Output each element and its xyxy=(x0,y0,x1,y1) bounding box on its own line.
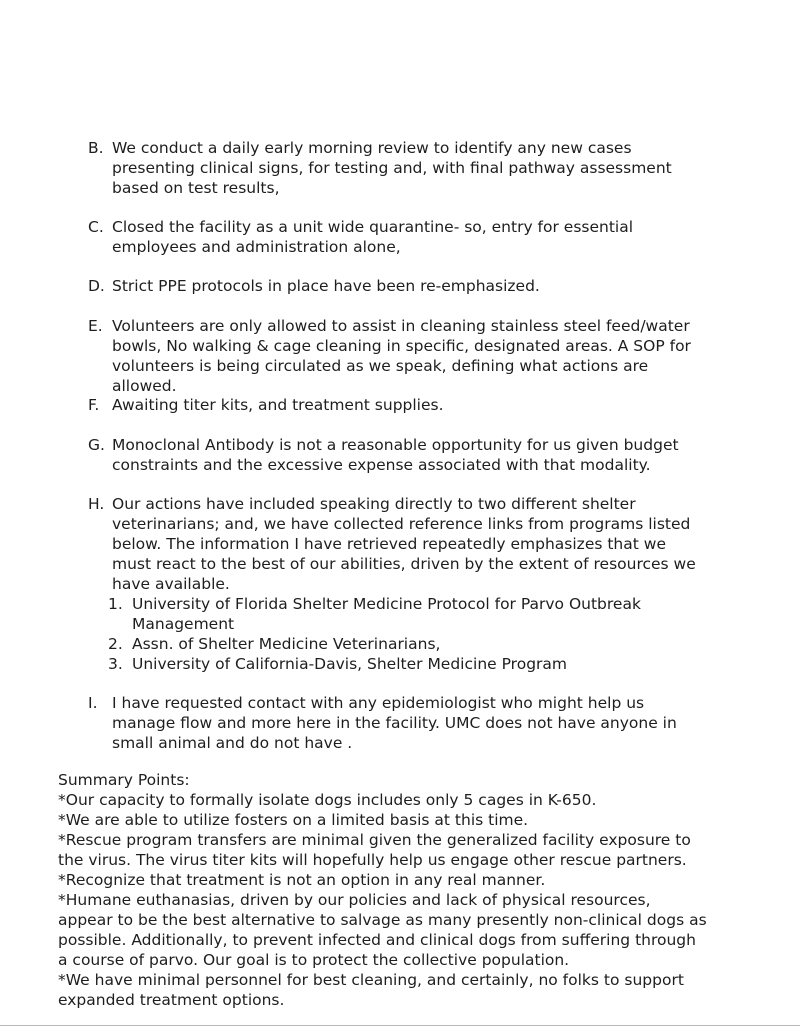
reference-number: 3. xyxy=(108,655,123,673)
item-text: Closed the facility as a unit wide quarantine- so, entry for essential employees and administration alone, xyxy=(112,218,634,256)
list-item-h xyxy=(88,494,698,594)
reference-text: Assn. of Shelter Medicine Veterinarians, xyxy=(132,635,441,653)
summary-section xyxy=(58,770,708,1010)
item-letter: E. xyxy=(88,317,103,335)
item-text: Strict PPE protocols in place have been re-emphasized. xyxy=(112,277,540,295)
reference-number: 1. xyxy=(108,595,123,613)
list-item-c xyxy=(88,217,698,257)
summary-point: *Humane euthanasias, driven by our policies and lack of physical resources, appear to be the best alternative to salvage as many presently non-clinical dogs as possible. Additionally, to prevent infected and clinical dogs from suffering through a course of parvo. Our goal is to protect the collective population. xyxy=(58,891,707,969)
item-text: We conduct a daily early morning review to identify any new cases presenting clinical signs, for testing and, with final pathway assessment based on test results, xyxy=(112,139,672,197)
item-letter: H. xyxy=(88,495,105,513)
summary-point: *Rescue program transfers are minimal given the generalized facility exposure to the virus. The virus titer kits will hopefully help us engage other rescue partners. xyxy=(58,831,691,869)
reference-number: 2. xyxy=(108,635,123,653)
summary-point: *Our capacity to formally isolate dogs includes only 5 cages in K-650. xyxy=(58,791,597,809)
item-letter: I. xyxy=(88,694,98,712)
item-text: Our actions have included speaking directly to two different shelter veterinarians; and, we have collected reference links from programs listed below. The information I have retrieved repeatedly emphasizes that we must react to the best of our abilities, driven by the extent of resources we have available. xyxy=(112,495,696,593)
item-text: Monoclonal Antibody is not a reasonable opportunity for us given budget constraints and the excessive expense associated with that modality. xyxy=(112,436,679,474)
item-text: Volunteers are only allowed to assist in cleaning stainless steel feed/water bowls, No walking & cage cleaning in specific, designated areas. A SOP for volunteers is being circulated as we speak, defining what actions are allowed. xyxy=(112,317,691,395)
reference-item-2 xyxy=(108,634,648,654)
list-item-e xyxy=(88,316,698,396)
item-letter: C. xyxy=(88,218,104,236)
list-item-f xyxy=(88,395,698,415)
list-item-g xyxy=(88,435,698,475)
list-item-b xyxy=(88,138,698,198)
item-letter: B. xyxy=(88,139,104,157)
item-letter: F. xyxy=(88,396,100,414)
summary-heading: Summary Points: xyxy=(58,771,190,789)
reference-item-1 xyxy=(108,594,648,634)
summary-point: *We have minimal personnel for best cleaning, and certainly, no folks to support expanded treatment options. xyxy=(58,971,684,1009)
reference-item-3 xyxy=(108,654,648,674)
page-bottom-divider xyxy=(0,1025,800,1026)
item-letter: G. xyxy=(88,436,105,454)
list-item-d xyxy=(88,276,698,296)
summary-point: *We are able to utilize fosters on a limited basis at this time. xyxy=(58,811,529,829)
list-item-i xyxy=(88,693,698,753)
summary-point: *Recognize that treatment is not an option in any real manner. xyxy=(58,871,546,889)
item-text: I have requested contact with any epidemiologist who might help us manage flow and more here in the facility. UMC does not have anyone in small animal and do not have . xyxy=(112,694,677,752)
reference-text: University of California-Davis, Shelter Medicine Program xyxy=(132,655,568,673)
item-letter: D. xyxy=(88,277,105,295)
item-text: Awaiting titer kits, and treatment supplies. xyxy=(112,396,444,414)
reference-text: University of Florida Shelter Medicine Protocol for Parvo Outbreak Management xyxy=(132,595,641,633)
